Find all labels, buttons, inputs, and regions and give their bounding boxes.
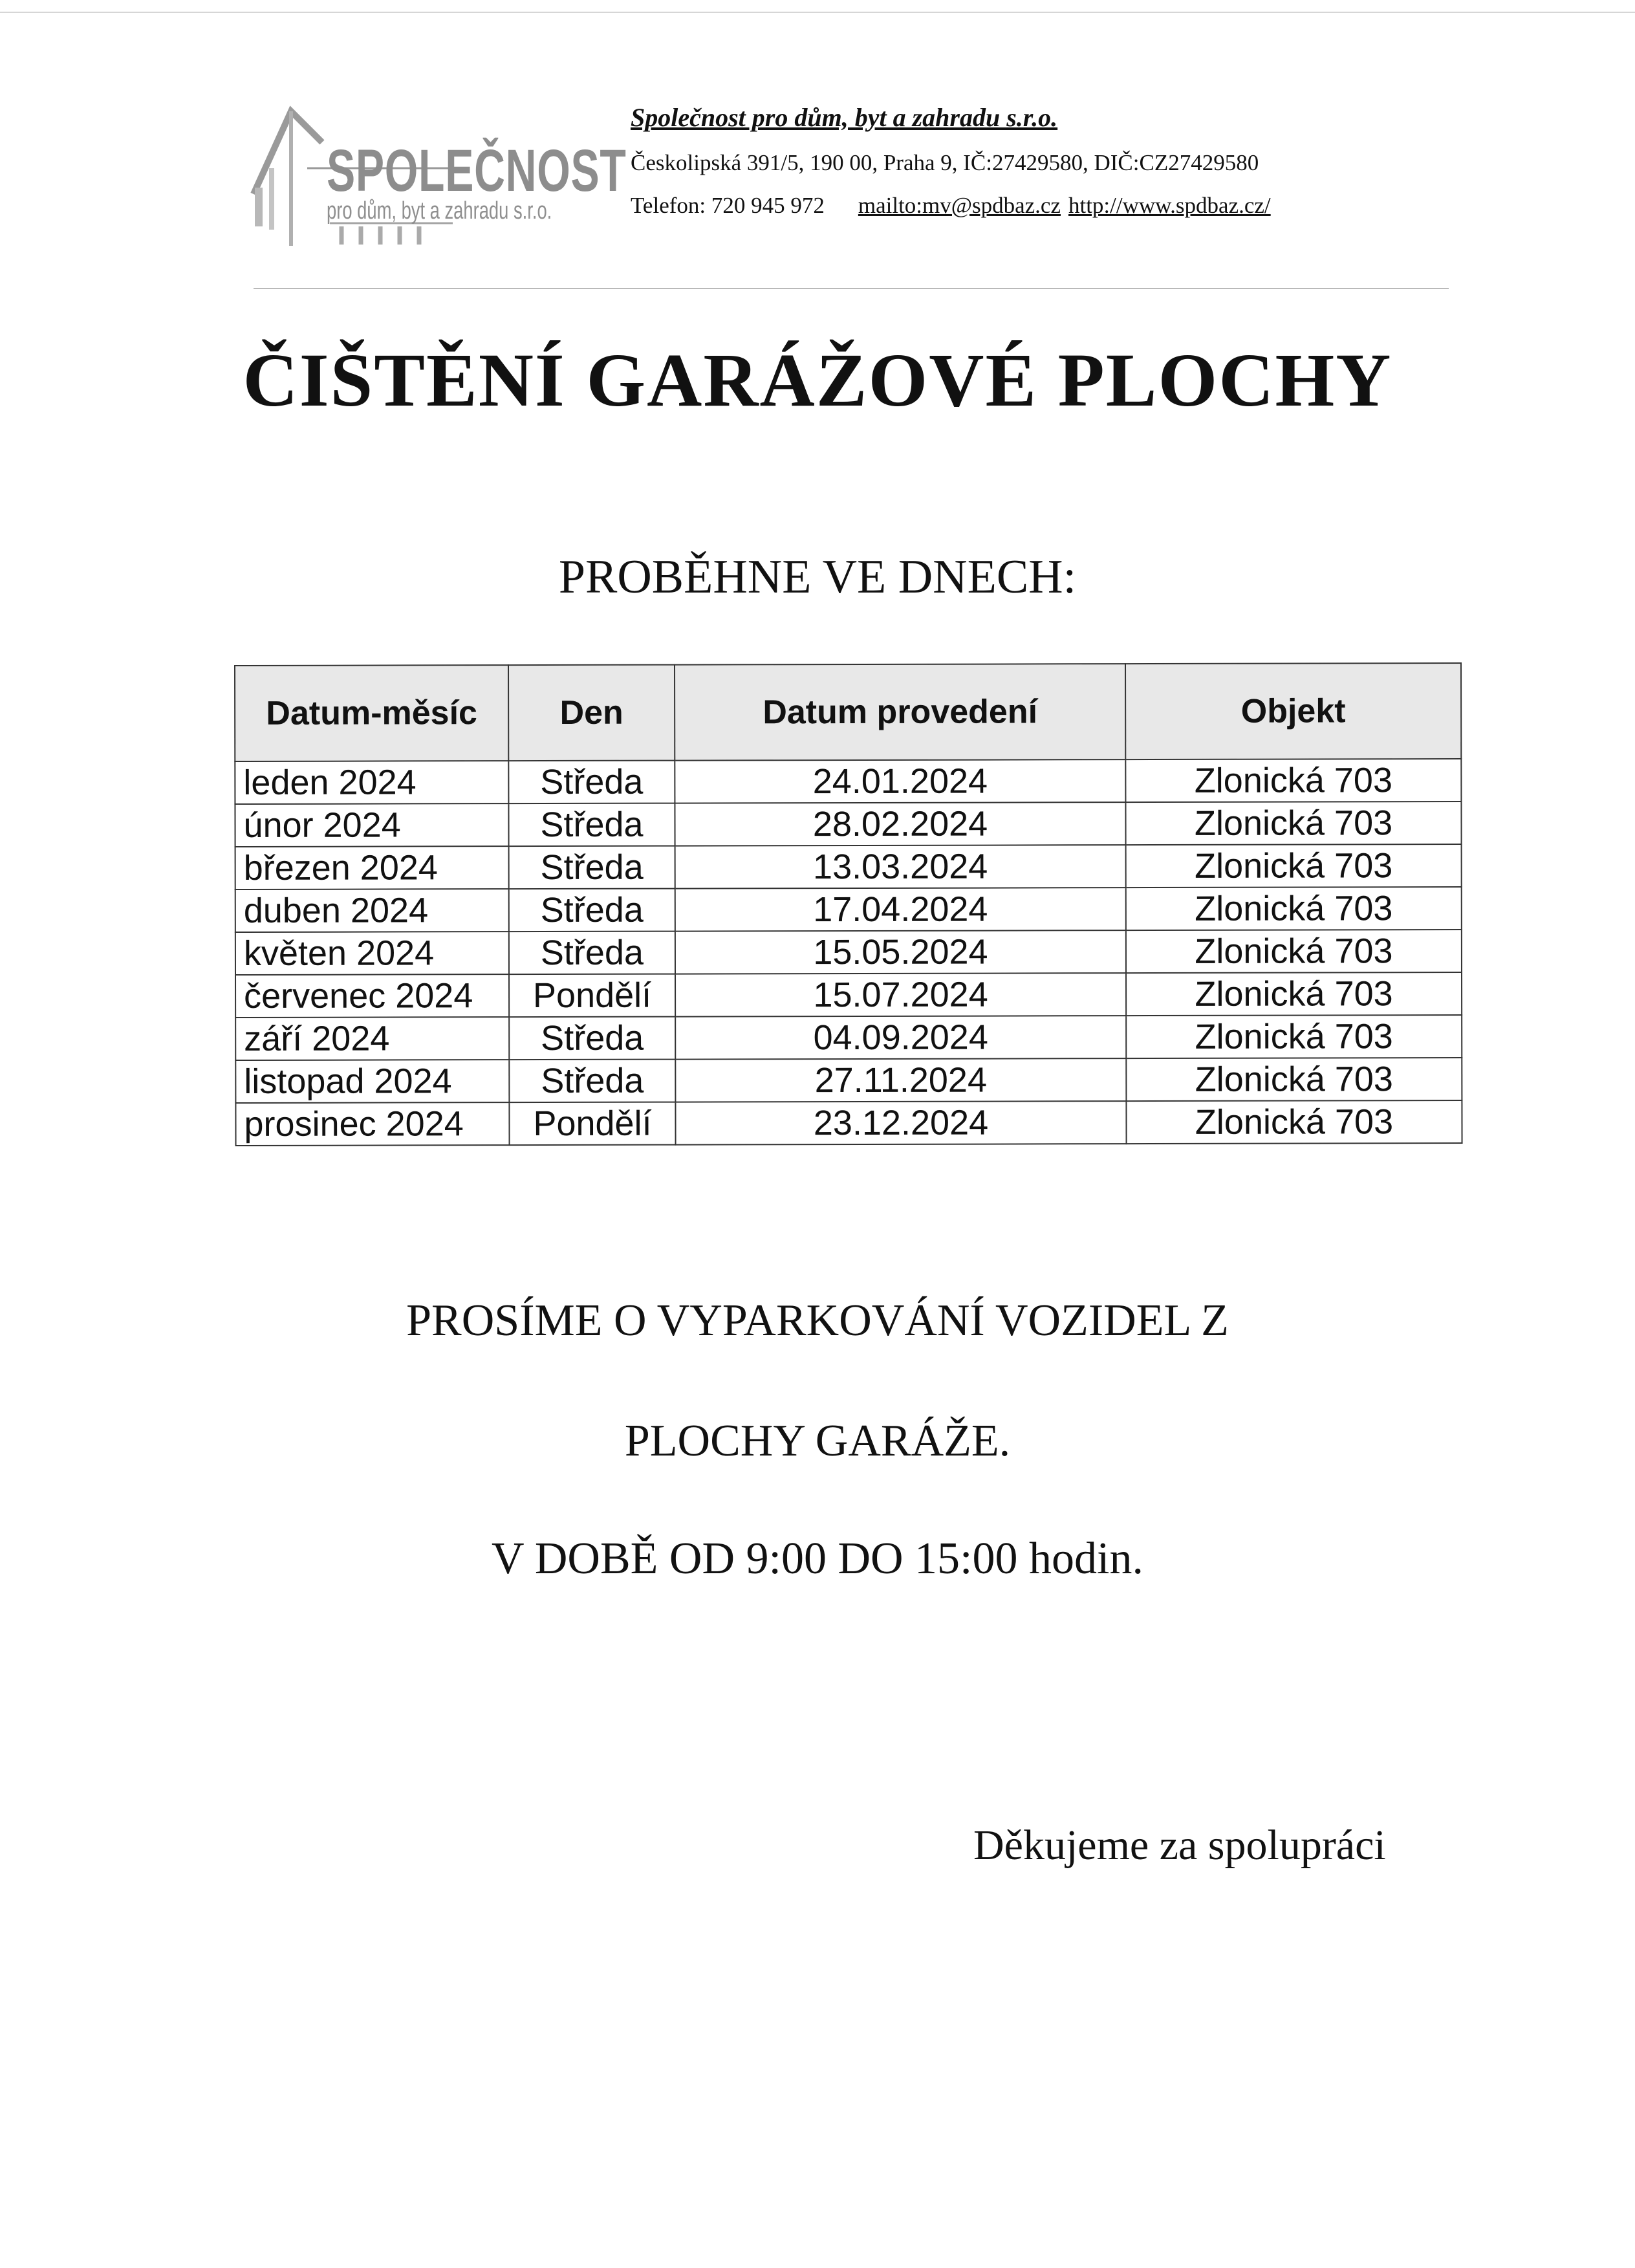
cell-object: Zlonická 703 (1126, 930, 1462, 973)
cell-day: Středa (509, 1060, 675, 1103)
company-address: Českolipská 391/5, 190 00, Praha 9, IČ:27429580, DIČ:CZ27429580 (631, 150, 1259, 175)
company-contact (631, 193, 1271, 219)
company-name: Společnost pro dům, byt a zahradu s.r.o. (631, 103, 1058, 132)
header-divider (254, 288, 1449, 289)
cell-date: 24.01.2024 (675, 759, 1125, 803)
table-row (235, 844, 1462, 889)
cell-date: 15.07.2024 (675, 973, 1126, 1016)
schedule-table (234, 662, 1463, 1146)
thanks-note: Děkujeme za spolupráci (973, 1822, 1386, 1869)
time-window: V DOBĚ OD 9:00 DO 15:00 hodin. (492, 1534, 1143, 1584)
page-subtitle: PROBĚHNE VE DNECH: (558, 551, 1077, 604)
cell-object: Zlonická 703 (1126, 972, 1462, 1016)
cell-date: 23.12.2024 (675, 1101, 1126, 1144)
cell-day: Středa (508, 761, 675, 804)
column-header-object: Objekt (1125, 663, 1461, 759)
cell-object: Zlonická 703 (1126, 844, 1462, 888)
table-row (235, 887, 1462, 932)
cell-day: Pondělí (509, 1102, 675, 1146)
cell-month: září 2024 (235, 1017, 509, 1060)
cell-object: Zlonická 703 (1126, 887, 1462, 930)
cell-month: únor 2024 (235, 803, 508, 847)
cell-month: leden 2024 (235, 761, 508, 804)
cell-date: 27.11.2024 (675, 1058, 1126, 1102)
table-row (235, 759, 1461, 804)
cell-day: Středa (509, 1017, 675, 1060)
cell-month: červenec 2024 (235, 974, 509, 1018)
cell-date: 28.02.2024 (675, 802, 1125, 845)
email-link[interactable]: mailto:mv@spdbaz.cz (858, 193, 1061, 218)
page-title: ČIŠTĚNÍ GARÁŽOVÉ PLOCHY (243, 338, 1392, 422)
cell-month: prosinec 2024 (235, 1102, 509, 1146)
table-header-row (235, 663, 1461, 761)
table-row (235, 930, 1462, 975)
request-line-1: PROSÍME O VYPARKOVÁNÍ VOZIDEL Z (406, 1296, 1229, 1346)
table-row (235, 1015, 1462, 1060)
request-line-2: PLOCHY GARÁŽE. (624, 1416, 1011, 1466)
cell-object: Zlonická 703 (1125, 759, 1461, 802)
column-header-date: Datum provedení (675, 664, 1125, 760)
cell-month: listopad 2024 (235, 1060, 509, 1103)
cell-day: Středa (509, 932, 675, 975)
table-row (235, 972, 1462, 1018)
cell-date: 13.03.2024 (675, 845, 1126, 888)
cell-date: 04.09.2024 (675, 1016, 1126, 1059)
table-row (235, 801, 1461, 847)
cell-month: květen 2024 (235, 932, 509, 975)
cell-day: Středa (509, 846, 675, 889)
cell-month: březen 2024 (235, 846, 509, 889)
cell-object: Zlonická 703 (1125, 801, 1461, 845)
cell-day: Středa (508, 803, 675, 847)
cell-date: 15.05.2024 (675, 930, 1126, 974)
cell-object: Zlonická 703 (1126, 1058, 1462, 1101)
logo-wordmark: SPOLEČNOST (327, 138, 627, 204)
table-row (235, 1100, 1462, 1146)
logo-tagline: pro dům, byt a zahradu s.r.o. (327, 197, 552, 224)
cell-month: duben 2024 (235, 889, 509, 932)
table-row (235, 1058, 1462, 1103)
column-header-day: Den (508, 665, 675, 761)
cell-day: Pondělí (509, 974, 675, 1018)
cell-object: Zlonická 703 (1126, 1015, 1462, 1058)
website-link[interactable]: http://www.spdbaz.cz/ (1068, 193, 1271, 218)
cell-object: Zlonická 703 (1126, 1100, 1462, 1144)
column-header-month: Datum-měsíc (235, 665, 508, 761)
cell-day: Středa (509, 889, 675, 932)
cell-date: 17.04.2024 (675, 888, 1126, 931)
top-divider (0, 12, 1635, 13)
company-logo (246, 97, 627, 246)
company-phone: Telefon: 720 945 972 (631, 193, 825, 218)
